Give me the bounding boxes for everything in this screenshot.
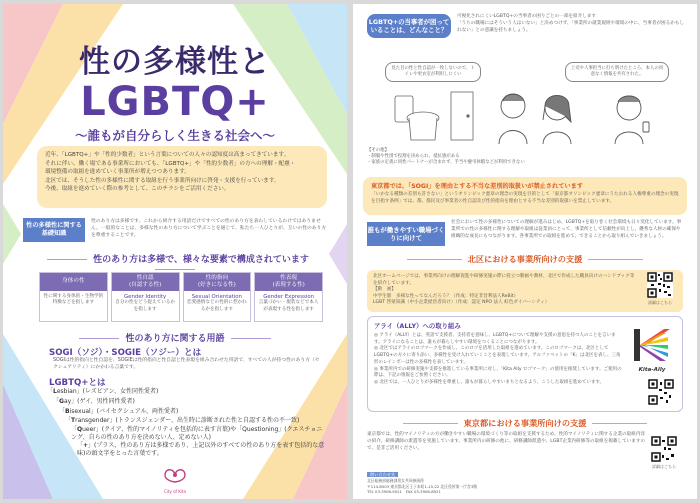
intro-line: それに伴い、働く場である事業所においても、「LGBTQ+」や「性的少数者」の方への理解・配慮・: [45, 160, 296, 167]
tokyo-ordinance-box: [363, 177, 687, 215]
ally-body: [374, 333, 624, 387]
term-letter: Q: [77, 426, 83, 434]
speech-bubble: 上司や人事担当に打ち明けたところ、本人の同意なく情報を共有された。: [565, 62, 669, 82]
kita-ally-k-icon: [630, 327, 674, 363]
intro-line: 環境整備の取組を進めていく事業所が増えつつあります。: [45, 169, 190, 176]
term-letter: +: [83, 442, 89, 450]
term-text: ueer」(クイア、性的マイノリティを包括的に表す言葉)や「Questioning」(クエスチョニング、自らの性のあり方を決めない人、定めない人): [71, 426, 323, 442]
term-item: 「Queer」(クイア、性的マイノリティを包括的に表す言葉)や「Questioning」(クエスチョニング、自らの性のあり方を決めない人、定めない人): [71, 426, 323, 442]
other-note: [367, 148, 683, 167]
element-head: 性表現: [280, 274, 298, 281]
issues-line: 「うちの職場にはそういう人はいない」と決めつけず、「事業所の就業規則や環境の中に、当事者が困るかもしれない」との意識を持ちましょう。: [457, 20, 685, 33]
element-head: 性的指向: [205, 274, 229, 281]
element-body: 恋愛感情などの性的に惹かれるかを指します: [187, 300, 247, 312]
basic-knowledge-text: 性のあり方は多様です。これから紹介する用語だけですべての性のあり方を表わしているわけではありません。一般的なことは、多様な性のあり方について学ぶことを通じて、私たち一人ひとりが、互いの性のあり方を尊重することです。: [91, 219, 327, 239]
term-item: 「Bisexual」(バイセクシュアル、両性愛者): [59, 407, 179, 415]
term-item: 「+」(プラス、性のあり方は多様であり、上記以外のすべての性のあり方を表す包括的な意味)の頭文字をとった言葉です。: [77, 442, 325, 458]
term-text: ay」(ゲイ、男性同性愛者): [63, 397, 135, 405]
support-line: 【動 画】: [373, 287, 396, 293]
contact-info: [367, 472, 567, 495]
intro-line: 北区では、そうした性の多様性に関する取組を行う事業所向けに啓発・支援を行っています。: [45, 177, 280, 184]
city-logo-text: City of Kita: [164, 489, 186, 494]
term-item: 「Lesbian」(レズビアン、女性同性愛者): [47, 388, 159, 395]
intro-line: 近年、「LGBTQ+」や「性的少数者」という言葉についての人々の認知度は高まってきています。: [45, 152, 290, 158]
people-illustration: [367, 56, 683, 146]
intro-box: [37, 146, 327, 208]
subtitle: 〜誰もが自分らしく生きる社会へ〜: [74, 128, 275, 143]
tokyo-support-title: 東京都における事業所向けの支援: [353, 418, 697, 429]
lgbtq-definition-title: LGBTQ+とは: [49, 378, 106, 388]
tokyo-support-text: 東京都では、性的マイノリティの方が働きやすい職場の環境づくり等の取組を支援するため、性的マイノリティに関する企業の取組内容の紹介、研修講師の派遣等を実施しています。事業所内の研修の他に、研修講師派遣や、LGBT企業内研修等の取組を掲載していますので、是非ご活用ください。: [367, 432, 646, 451]
support-line: LGBT 啓蒙知識（中小企業経営者向け）（作成：認定 NPO 法人 虹色ダイバーシティ）: [373, 300, 550, 306]
intro-line: 今後、取組を進めていく際の参考として、このチラシをご活用ください。: [45, 186, 230, 193]
support-line: 北区ホームページでは、事業所向けの理解促進や研修実施の際に役立つ動画や教材、北区で作成した職員向けのハンドブック等を紹介しています。: [373, 274, 635, 286]
workplace-heading: 誰もが働きやすい職場づくりに向けて: [367, 222, 445, 246]
elements-heading: 性のあり方は多様で、様々な要素で構成されています: [17, 252, 333, 275]
element-body: 言葉づかい・服装などで本人が表現する性を指します: [258, 300, 319, 312]
speech-bubble: 見た目の性と性自認が一致しないので、トイレや更衣室が利用しにくい: [385, 62, 481, 82]
tokyo-ordinance-text: 「いかなる種類の差別も許さない」というオリンピック憲章の理念の実現を目的として「東京都オリンピック憲章にうたわれる人権尊重の理念の実現を目指す条例」では、都、都民及び事業者の性自認及び性的指向を理由とする不当な差別的取扱いを禁止しています。: [371, 192, 679, 204]
term-text: esbian」(レズビアン、女性同性愛者): [56, 388, 159, 395]
city-logo: [157, 466, 193, 492]
element-body: 性に関する身体的・生物学的特徴などを指します: [43, 294, 104, 306]
kita-support-box: [367, 270, 683, 312]
element-head: 性自認: [136, 274, 154, 281]
workplace-text: 社会において性の多様性についての理解が進みはじめ、LGBTQ+を取り巻く社会環境も日々変化しています。事業所での性の多様性に関する理解や取組は従業員にとって、事業所として信頼性が向上し、優秀な人材の確保や組織的な成長にもつながります。各事業所での取組を進めて、できることから取り組んでいきましょう。: [451, 220, 682, 239]
term-item: 「Transgender」(トランスジェンダー、出生時に診断された性と自認する性の不一致): [65, 417, 300, 425]
terms-list: [47, 387, 327, 458]
front-page: [3, 4, 347, 499]
support-line: 中学生版 多様な性ってなんだろう？（作成：特定非営利法人ReBit）: [373, 293, 519, 299]
term-letter: T: [71, 417, 76, 425]
ally-line: ◎ 北区ではアライのロゴマークを作成し、このロゴを活用した取組を進めています。このロゴマークは、北区としてLGBTQ+の方々に寄り添い、多様性を受け入れていくことを表現しています。アルファベットの「K」は北区を表し、三角形のレインボーは性の多様性を表しています。: [374, 346, 621, 365]
element-english: Gender Identity: [124, 294, 167, 300]
sogi-title: SOGI（ソジ）・SOGIE（ソジー）とは: [49, 348, 202, 358]
qr-code-icon[interactable]: [647, 272, 673, 298]
main-title: 性の多様性と: [79, 44, 271, 80]
city-emblem-icon: [162, 466, 188, 484]
element-english: Gender Expression: [263, 294, 315, 300]
issues-illustration: [367, 56, 683, 146]
other-label: 【その他】: [367, 148, 389, 153]
qr-caption: 詳細はこちら: [652, 464, 676, 469]
ally-line: ◎ アライ（ALLY）とは、英語で支援者、支持者を意味し、LGBTQ+について理解や支援の意思を持つ人のことを言います。アライになることは、誰もが暮らしやすい環境をつくることにつながります。: [374, 333, 616, 345]
term-item: 「Gay」(ゲイ、男性同性愛者): [53, 397, 135, 405]
other-line: ・家族の定義に同性パートナーが含まれず、手当や慶弔休暇などが利用できない: [367, 160, 525, 166]
ally-line: ◎ 事業所内での研修実施や支援を推進している事業所に対し、「Kita Ally ロゴマーク」の使用を推奨しています。ご使用の際は、下記の情報をご参照ください。: [374, 366, 622, 379]
term-text: 」(プラス、性のあり方は多様であり、上記以外のすべての性のあり方を表す包括的な意味)の頭文字をとった言葉です。: [77, 442, 325, 458]
kita-support-title: 北区における事業所向けの支援: [353, 254, 697, 265]
qr-code-icon[interactable]: [651, 436, 677, 462]
term-text: isexual」(バイセクシュアル、両性愛者): [69, 407, 179, 415]
ally-box: [367, 316, 683, 412]
element-head-sub: (表現する性): [272, 282, 305, 288]
element-head: 身体の性: [62, 278, 85, 285]
terms-heading: 性のあり方に関する用語: [17, 331, 333, 344]
contact-heading: 問い合わせ先: [367, 472, 398, 477]
element-card: [254, 272, 323, 322]
element-head-sub: (好きになる性): [197, 282, 236, 288]
elements-row: [39, 272, 323, 322]
issues-text: [457, 14, 685, 34]
ally-line: ◎ 北区では、一人ひとりが多様性を尊重し、誰もが暮らしやすいまちとなるよう、こうした取組を進めています。: [374, 379, 604, 385]
qr-caption: 詳細はこちら: [648, 300, 672, 305]
other-line: ・制服や性別で役割を決められ、抵抗感がある: [367, 154, 460, 160]
element-body: 自分の性をどう捉えているかを指します: [115, 300, 175, 312]
element-card: [39, 272, 108, 322]
tokyo-ordinance-title: 東京都では、「SOGI」を理由とする不当な差別的取扱いが禁止されています: [371, 183, 583, 190]
kita-ally-text: Kita-Ally: [638, 367, 666, 373]
term-letter: B: [65, 407, 70, 415]
contact-line: TEL 03-3908-9021 FAX 03-3908-8921: [367, 489, 441, 495]
element-card: [183, 272, 252, 322]
term-letter: L: [53, 388, 57, 395]
issues-heading: LGBTQ+の当事者が困っていることは、どんなこと？: [367, 14, 451, 38]
basic-knowledge-label: 性の多様性に関する基礎知識: [23, 218, 85, 242]
term-letter: G: [59, 397, 64, 405]
contact-line: 北区総務部総務課男女共同参画係: [367, 478, 424, 484]
kita-ally-logo: [630, 327, 674, 373]
term-text: ransgender」(トランスジェンダー、出生時に診断された性と自認する性の不一致): [75, 417, 300, 425]
element-head-sub: (自認する性): [128, 282, 162, 288]
qr-code-icon[interactable]: [648, 379, 674, 405]
lgbtq-title: LGBTQ+: [80, 79, 270, 125]
element-english: Sexual Orientation: [191, 294, 242, 300]
ally-title: アライ（ALLY）への取り組み: [374, 322, 461, 330]
back-page: [353, 4, 697, 499]
sogi-text: SOGIは性的指向と性自認を、SOGIEは性的指向と性自認と性表現を組み合わせた用語で、すべての人が持つ性のあり方（セクシュアリティ）にかかわる言葉です。: [53, 358, 320, 370]
issues-line: 可視化されにくいLGBTQ+の当事者の困りごとの一部を紹介します: [457, 14, 596, 19]
element-card: [111, 272, 180, 322]
contact-line: 〒114-8503 東京都北区王子本町1-15-22 北区役所第一庁舎3階: [367, 483, 478, 489]
